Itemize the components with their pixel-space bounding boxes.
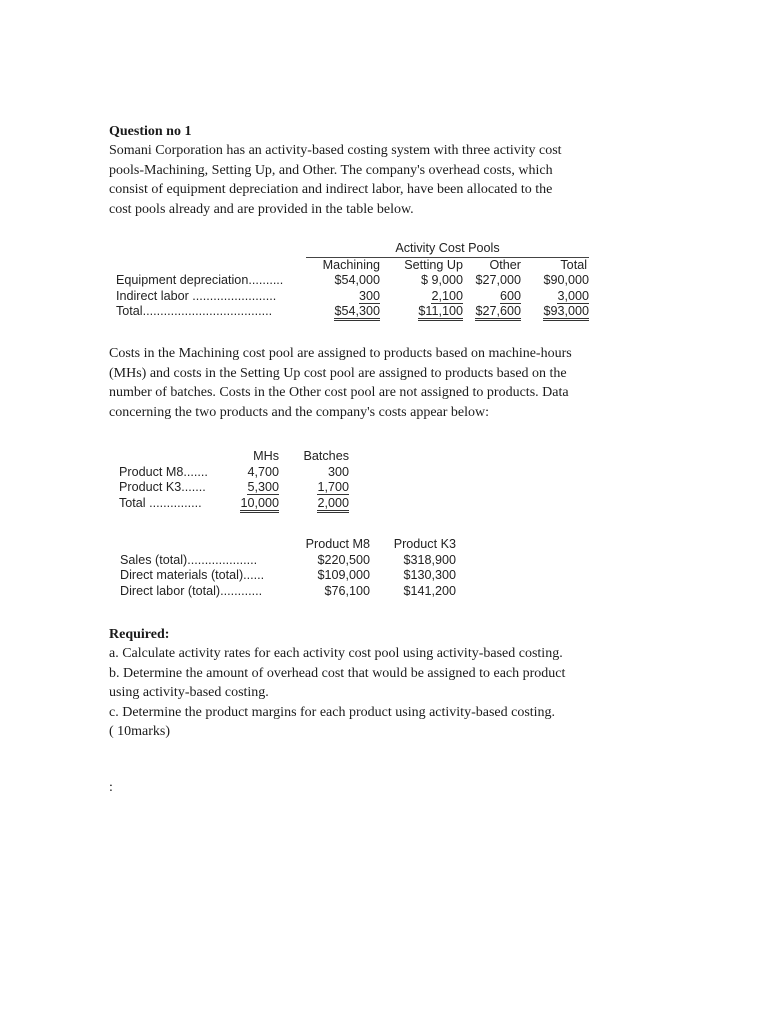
cell-value: $220,500 xyxy=(317,552,370,567)
cell-value: $27,000 xyxy=(475,273,521,287)
table-row xyxy=(120,568,456,584)
question-title: Question no 1 xyxy=(109,124,192,139)
intro-line: Somani Corporation has an activity-based costing system with three activity cost xyxy=(109,143,562,158)
table-row xyxy=(120,584,456,600)
cell-value: 1,700 xyxy=(317,480,349,494)
row-label: Product M8....... xyxy=(119,464,208,479)
intro-paragraph xyxy=(109,141,629,219)
row-label: Direct labor (total)............ xyxy=(120,583,263,598)
cell-value: $ 9,000 xyxy=(420,273,463,287)
cell-value: 2,100 xyxy=(431,288,463,303)
table-row xyxy=(116,289,589,305)
middle-line: (MHs) and costs in the Setting Up cost pool are assigned to products based on the xyxy=(109,365,567,381)
cell-value: $109,000 xyxy=(317,568,370,582)
row-label: Equipment depreciation.......... xyxy=(116,273,284,287)
cell-value: $130,300 xyxy=(403,568,456,582)
cell-value: 300 xyxy=(327,464,349,479)
required-line: c. Determine the product margins for each product using activity-based costing. xyxy=(109,704,556,720)
cell-value: $141,200 xyxy=(403,583,456,598)
cell-value: 600 xyxy=(499,288,521,303)
cell-value: 5,300 xyxy=(247,480,279,494)
required-line: ( 10marks) xyxy=(109,724,171,739)
cost-pool-group-header: Activity Cost Pools xyxy=(306,241,589,257)
row-label: Sales (total).................... xyxy=(120,552,258,567)
table-row xyxy=(119,496,349,512)
cell-value: $27,600 xyxy=(475,304,521,321)
intro-line: cost pools already and are provided in the table below. xyxy=(109,201,414,217)
cell-value: $76,100 xyxy=(324,583,370,598)
middle-line: number of batches. Costs in the Other cost pool are not assigned to products. Data xyxy=(109,385,569,400)
column-header: Machining xyxy=(322,257,380,272)
required-title: Required: xyxy=(109,627,170,642)
cell-value: $93,000 xyxy=(543,304,589,321)
row-label: Total..................................... xyxy=(116,304,273,318)
column-header: Setting Up xyxy=(404,257,463,272)
cell-value: $54,300 xyxy=(334,304,380,321)
required-line: b. Determine the amount of overhead cost that would be assigned to each product xyxy=(109,665,566,681)
row-label: Product K3....... xyxy=(119,480,206,494)
row-label: Total ............... xyxy=(119,495,202,510)
column-header: MHs xyxy=(253,449,279,463)
table-row xyxy=(116,304,589,320)
table-row xyxy=(119,480,349,496)
product-table xyxy=(120,537,456,599)
row-label: Direct materials (total)...... xyxy=(120,568,265,582)
middle-line: concerning the two products and the company's costs appear below: xyxy=(109,404,490,420)
column-header: Other xyxy=(489,257,521,272)
activity-table xyxy=(119,449,349,511)
cell-value: $11,100 xyxy=(418,304,463,321)
column-header: Total xyxy=(560,257,587,272)
cell-value: $318,900 xyxy=(403,552,456,567)
column-header: Product M8 xyxy=(305,537,370,551)
cell-value: $54,000 xyxy=(334,273,380,287)
cell-value: 2,000 xyxy=(317,496,349,513)
row-label: Indirect labor ........................ xyxy=(116,288,277,303)
required-line: using activity-based costing. xyxy=(109,685,269,700)
table-row xyxy=(120,553,456,569)
required-list xyxy=(109,644,629,742)
intro-line: consist of equipment depreciation and indirect labor, have been allocated to the xyxy=(109,182,553,197)
cell-value: $90,000 xyxy=(543,273,589,287)
intro-line: pools-Machining, Setting Up, and Other. The company's overhead costs, which xyxy=(109,162,553,178)
cell-value: 300 xyxy=(358,288,380,303)
cost-pool-table xyxy=(116,241,589,320)
table-row xyxy=(119,465,349,481)
middle-paragraph xyxy=(109,344,629,422)
middle-line: Costs in the Machining cost pool are assigned to products based on machine-hours xyxy=(109,346,572,361)
column-header: Product K3 xyxy=(393,537,456,551)
required-line: a. Calculate activity rates for each activity cost pool using activity-based costing. xyxy=(109,646,563,661)
cell-value: 10,000 xyxy=(240,496,279,513)
column-header: Batches xyxy=(303,449,349,463)
trailing-mark: : xyxy=(109,780,113,795)
cell-value: 4,700 xyxy=(247,464,279,479)
cell-value: 3,000 xyxy=(557,288,589,303)
table-row xyxy=(116,273,589,289)
